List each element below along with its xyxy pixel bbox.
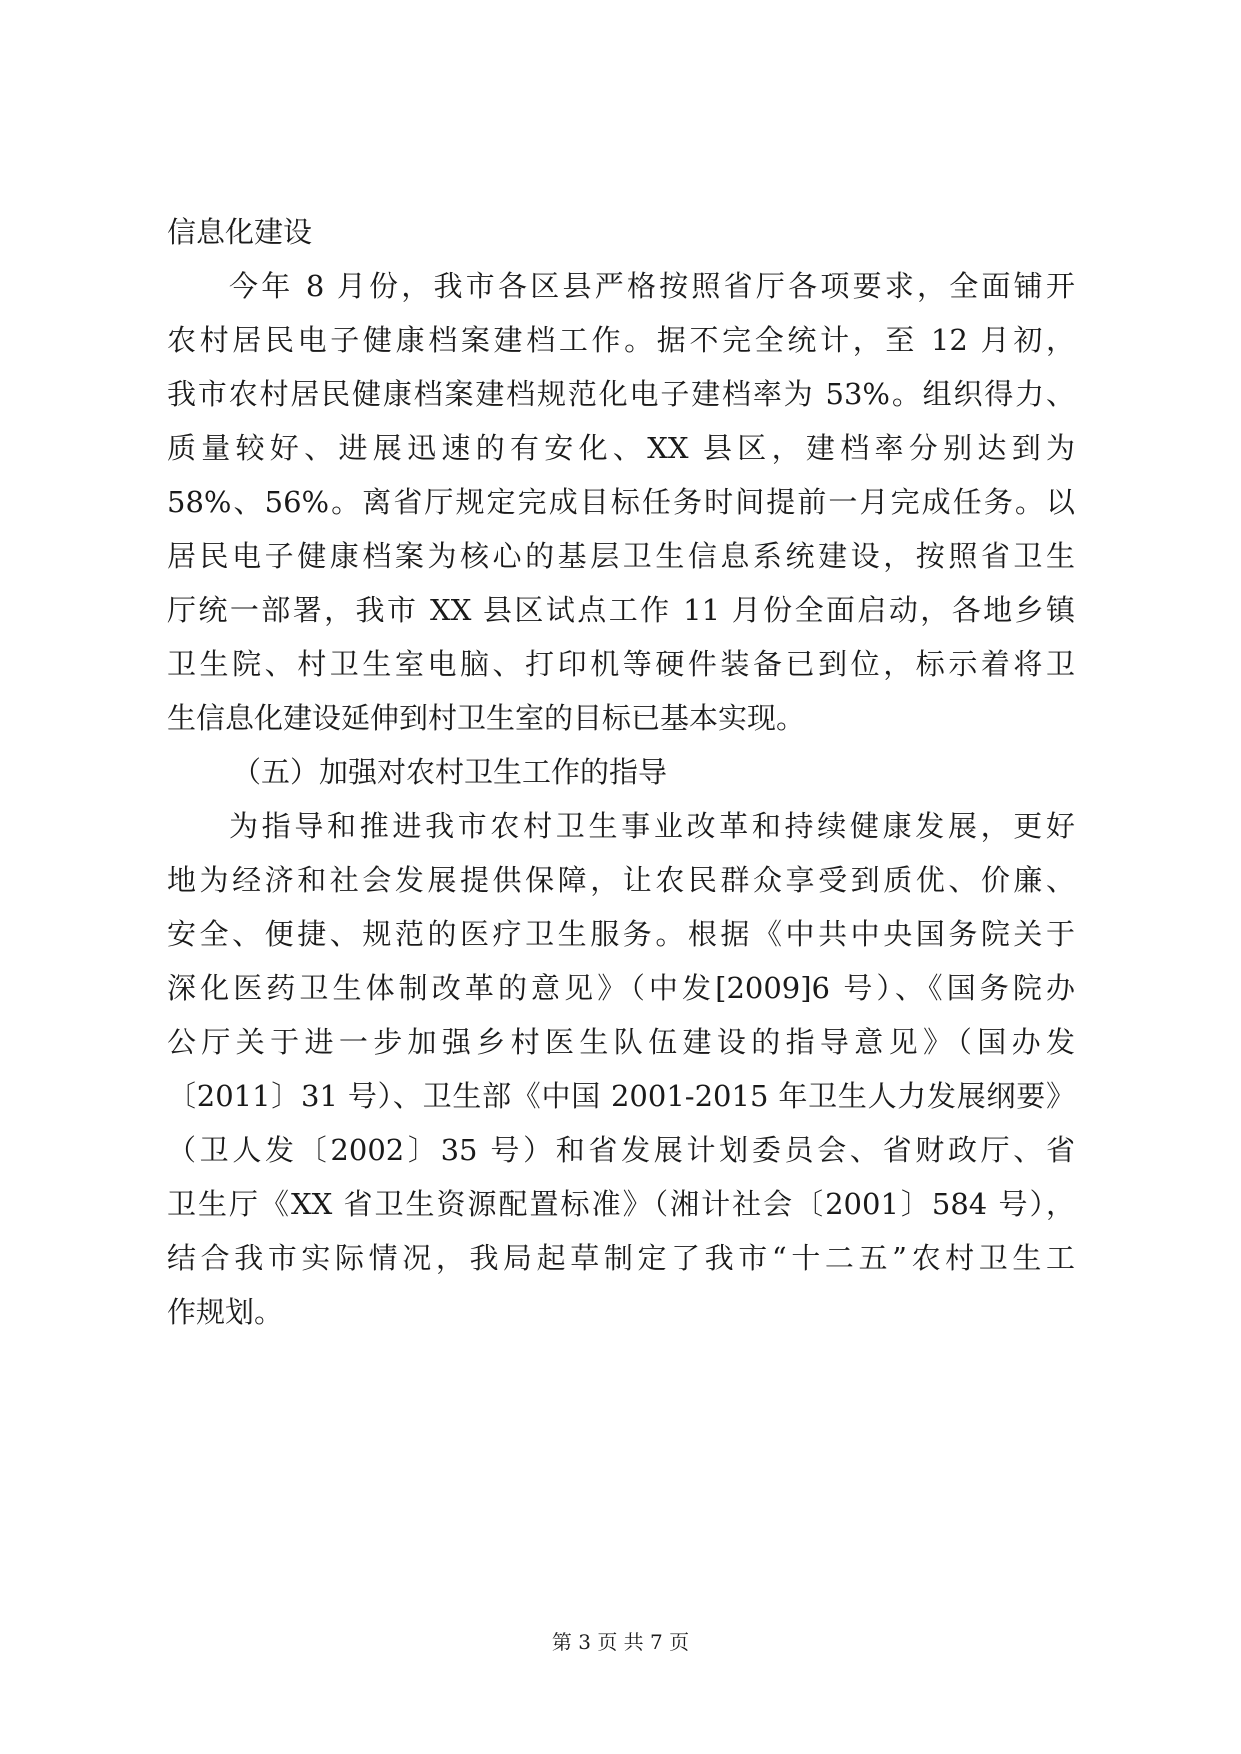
text-line: 地为经济和社会发展提供保障，让农民群众享受到质优、价廉、: [167, 863, 1075, 897]
text-line: 〔2011〕31 号）、卫生部《中国 2001-2015 年卫生人力发展纲要》: [167, 1079, 1075, 1113]
text-line: （卫人发〔2002〕35 号）和省发展计划委员会、省财政厅、省: [167, 1133, 1075, 1167]
text-line: 农村居民电子健康档案建档工作。据不完全统计，至 12 月初，: [167, 323, 1075, 357]
text-line: 公厅关于进一步加强乡村医生队伍建设的指导意见》（国办发: [167, 1025, 1075, 1059]
text-line: 厅统一部署，我市 XX 县区试点工作 11 月份全面启动，各地乡镇: [167, 593, 1075, 627]
text-line: 质量较好、进展迅速的有安化、XX 县区，建档率分别达到为: [167, 431, 1075, 465]
text-line: 卫生院、村卫生室电脑、打印机等硬件装备已到位，标示着将卫: [167, 647, 1075, 681]
text-line: 信息化建设: [167, 215, 313, 249]
text-line: 58%、56%。离省厅规定完成目标任务时间提前一月完成任务。以: [167, 485, 1075, 519]
text-line: 卫生厅《XX 省卫生资源配置标准》（湘计社会〔2001〕584 号），: [167, 1187, 1075, 1221]
text-line: 我市农村居民健康档案建档规范化电子建档率为 53%。组织得力、: [167, 377, 1075, 411]
text-line: 居民电子健康档案为核心的基层卫生信息系统建设，按照省卫生: [167, 539, 1075, 573]
section-heading: （五）加强对农村卫生工作的指导: [232, 755, 668, 789]
paragraph-first-line: 今年 8 月份，我市各区县严格按照省厅各项要求，全面铺开: [229, 269, 1075, 303]
text-line: 安全、便捷、规范的医疗卫生服务。根据《中共中央国务院关于: [167, 917, 1075, 951]
text-line: 生信息化建设延伸到村卫生室的目标已基本实现。: [167, 701, 806, 735]
text-line: 深化医药卫生体制改革的意见》（中发[2009]6 号）、《国务院办: [167, 971, 1075, 1005]
text-line: 作规划。: [167, 1295, 284, 1329]
paragraph-first-line: 为指导和推进我市农村卫生事业改革和持续健康发展，更好: [229, 809, 1075, 843]
page-footer: 第 3 页 共 7 页: [551, 1630, 690, 1654]
text-line: 结合我市实际情况，我局起草制定了我市“十二五”农村卫生工: [167, 1241, 1075, 1275]
